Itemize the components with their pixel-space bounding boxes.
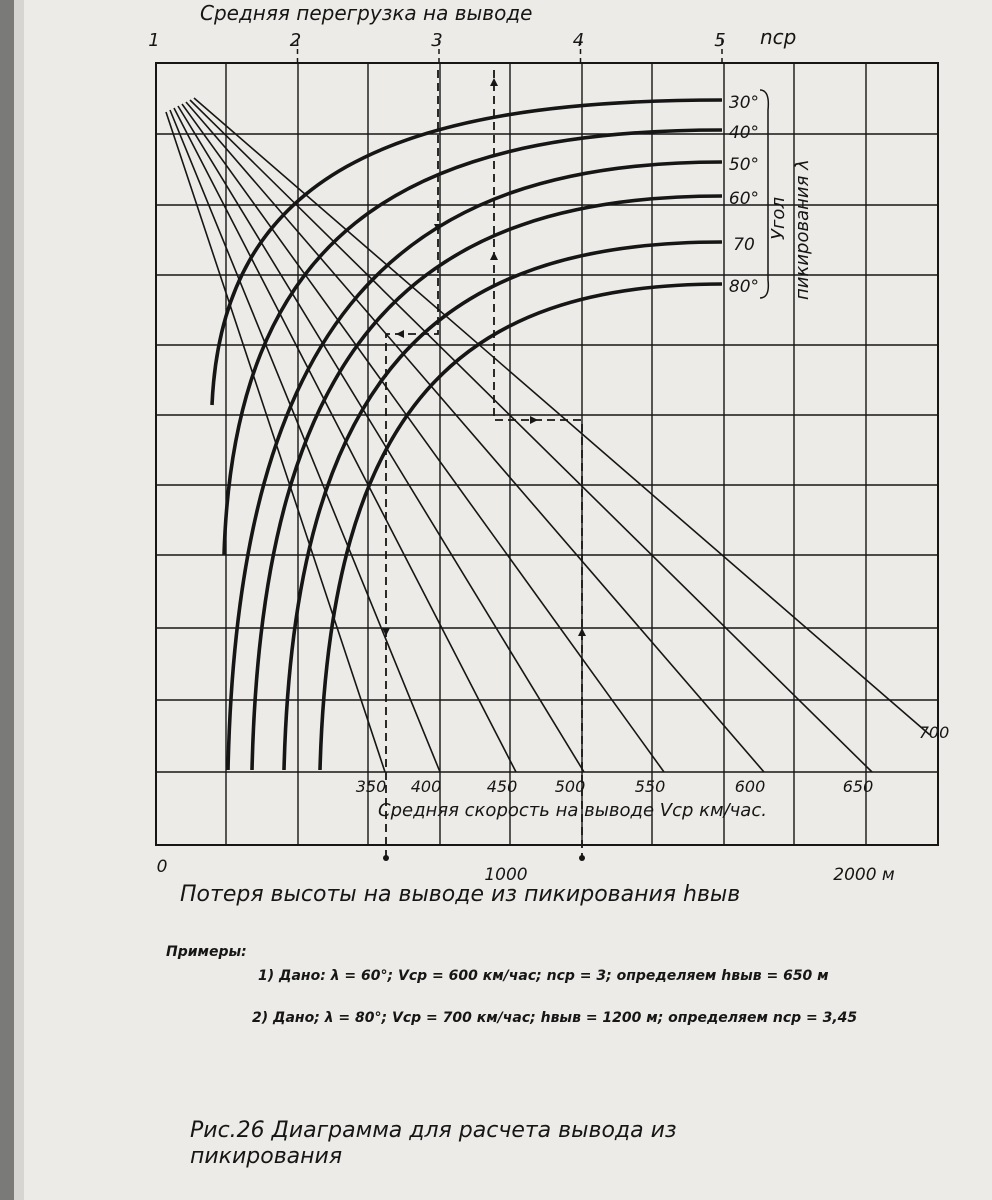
example-2-arrow-right	[530, 416, 538, 424]
top-tick-label-3: 3	[431, 30, 443, 51]
speed-label-650: 650	[842, 777, 874, 796]
example-2: 2) Дано; λ = 80°; Vср = 700 км/час; hвыв = 1200 м; определяем nср = 3,45	[252, 1010, 858, 1026]
angle-curve-80	[320, 284, 722, 770]
bottom-axis-title: Потеря высоты на выводе из пикирования hвыв	[180, 882, 741, 907]
speed-axis-title: Средняя скорость на выводе Vср км/час.	[378, 800, 767, 821]
chart-grid	[156, 40, 938, 845]
example-1: 1) Дано: λ = 60°; Vср = 600 км/час; nср = 3; определяем hвыв = 650 м	[258, 968, 829, 984]
bottom-tick-label-2000: 2000 м	[833, 865, 895, 880]
speed-label-700: 700	[918, 723, 950, 742]
speed-label-550: 550	[634, 777, 666, 796]
example-dashed-lines	[382, 70, 586, 861]
angle-label-30: 30°	[728, 93, 760, 113]
speed-line-550	[182, 104, 664, 772]
angle-curve-50	[228, 162, 722, 770]
angle-legend-brace	[760, 90, 768, 298]
speed-label-350: 350	[355, 777, 387, 796]
angle-label-40: 40°	[728, 123, 760, 143]
angle-label-50: 50°	[728, 155, 760, 175]
speed-line-600	[186, 102, 764, 772]
angle-legend-line1: Угол	[768, 197, 789, 240]
speed-label-600: 600	[734, 777, 766, 796]
example-2-dot	[579, 855, 585, 861]
top-tick-label-2: 2	[289, 30, 302, 51]
top-tick-label-1: 1	[148, 30, 160, 51]
speed-label-450: 450	[486, 777, 518, 796]
angle-curve-70	[284, 242, 722, 770]
example-2-path	[494, 70, 582, 858]
example-1-arrow-left	[396, 330, 404, 338]
top-axis-title: Средняя перегрузка на выводе	[200, 1, 533, 25]
example-2-arrow-2	[490, 252, 498, 260]
example-2-arrow-1	[490, 78, 498, 86]
angle-label-80: 80°	[728, 277, 760, 297]
chart-labels	[148, 1, 949, 880]
bottom-tick-label-1000: 1000	[484, 865, 528, 880]
speed-label-400: 400	[410, 777, 442, 796]
top-tick-label-4: 4	[572, 30, 585, 51]
angle-label-60: 60°	[728, 189, 760, 209]
top-axis-unit: nср	[760, 25, 797, 49]
top-tick-label-5: 5	[714, 30, 726, 51]
example-1-dot	[383, 855, 389, 861]
angle-curves	[212, 100, 722, 770]
examples-title: Примеры:	[166, 944, 247, 960]
figure-caption: Рис.26 Диаграмма для расчета вывода из пикирования	[190, 1118, 677, 1169]
speed-label-500: 500	[554, 777, 586, 796]
example-2-arrow-3	[578, 628, 586, 636]
angle-legend-line2: пикирования λ	[792, 159, 813, 300]
angle-label-70: 70	[733, 235, 755, 255]
bottom-tick-label-0: 0	[156, 857, 168, 877]
